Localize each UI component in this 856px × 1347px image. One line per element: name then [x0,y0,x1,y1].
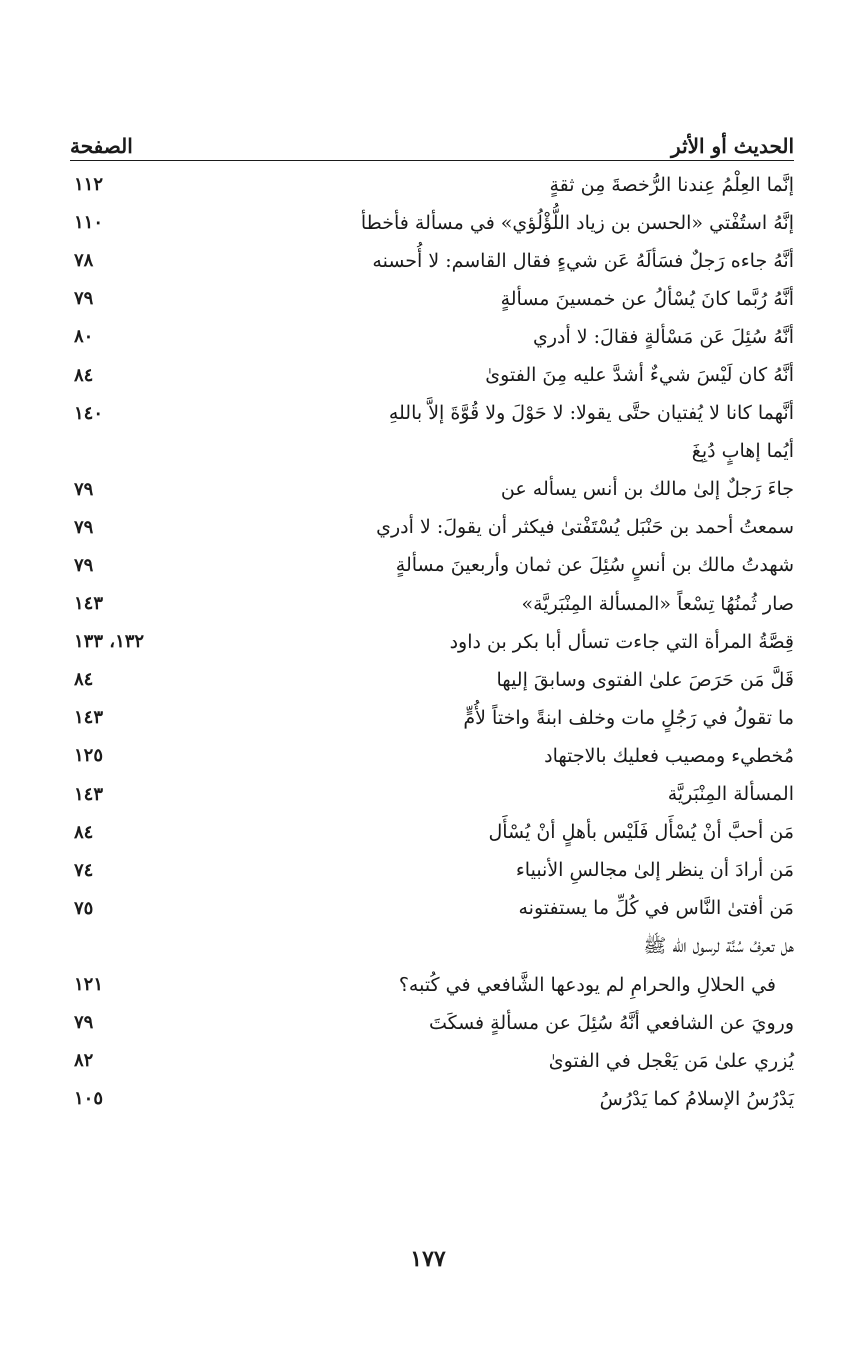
index-row [70,547,794,585]
index-row [70,166,794,204]
index-entry-text: مَن أرادَ أن ينظر إلىٰ مجالسِ الأنبياء [515,859,794,882]
index-row [70,433,794,471]
index-row [70,623,794,661]
index-row [70,356,794,394]
index-row [70,890,794,928]
index-entry-text: قَلَّ مَن حَرَصَ علىٰ الفتوى وسابقَ إليها [496,668,794,691]
index-entry-text: أنَّهُ كان لَيْسَ شيءٌ أشدَّ عليه مِنَ الفتوىٰ [485,364,794,387]
index-entry-text: قِصَّةُ المرأة التي جاءت تسأل أبا بكر بن داود [449,630,794,653]
index-entry-text: مَن أفتىٰ النَّاس في كُلِّ ما يستفتونه [518,897,794,920]
index-row [70,966,794,1004]
index-row [70,737,794,775]
index-entry-page: ٧٤ [74,859,94,881]
index-entry-page: ١٢١ [74,974,104,996]
index-entry-page: ١٣٢، ١٣٣ [74,631,145,653]
index-entry-page: ٨٤ [74,364,94,386]
index-entry-page: ٧٩ [74,288,94,310]
index-entry-page: ٧٩ [74,478,94,500]
index-list [70,166,794,1118]
index-entry-text: إنَّما العِلْمُ عِندنا الرُّخصةَ مِن ثقةٍ [549,173,794,196]
index-entry-page: ٨٢ [74,1050,94,1072]
index-entry-text: ما تقولُ في رَجُلٍ مات وخلف ابنةً واختاً لأُمٍّ [463,706,794,729]
column-title-page: الصفحة [70,134,133,158]
index-entry-text: المسألة المِنْبَريَّة [667,783,794,806]
index-row [70,661,794,699]
index-entry-text: أنَّهُ جاءه رَجلٌ فسَألَهُ عَن شيءٍ فقال القاسم: لا أُحسنه [372,249,794,272]
index-entry-page: ٧٩ [74,1012,94,1034]
index-entry-page: ١١٢ [74,174,104,196]
column-title-hadith: الحديث أو الأثر [671,134,794,158]
index-row [70,395,794,433]
index-entry-text: أنَّهُ رُبَّما كانَ يُسْألُ عن خمسينَ مسألةٍ [500,287,794,310]
index-entry-text: أنَّهُ سُئِلَ عَن مَسْألةٍ فقالَ: لا أدري [532,325,794,348]
index-entry-text: صار ثُمنُهُا تِسْعاً «المسألة المِنْبَريَّة» [521,592,794,615]
index-entry-page: ١٠٥ [74,1088,104,1110]
index-entry-text: إنَّهُ استُفْتي «الحسن بن زياد اللُّؤْلُؤي» في مسألة فأخطأ [360,211,794,234]
index-entry-text: يُزري علىٰ مَن يَعْجل في الفتوىٰ [548,1049,794,1072]
index-entry-page: ٧٨ [74,250,94,272]
index-entry-page: ٨٤ [74,821,94,843]
index-entry-page: ١٤٠ [74,402,104,424]
index-entry-page: ١٤٣ [74,783,104,805]
index-entry-page: ١١٠ [74,212,104,234]
index-row [70,814,794,852]
index-row [70,280,794,318]
table-header [70,124,794,158]
index-row [70,471,794,509]
index-entry-text: مُخطيء ومصيب فعليك بالاجتهاد [544,744,794,767]
page-number: ١٧٧ [410,1246,446,1272]
index-row [70,1042,794,1080]
index-row [70,509,794,547]
index-entry-text: مَن أحبَّ أنْ يُسْأَل فَلَيْس بأهلٍ أنْ يُسْأَل [488,821,794,844]
index-row [70,204,794,242]
index-row [70,585,794,623]
index-entry-text: هل تعرفُ سُنَّة لرسول الله ﷺ [643,935,794,958]
index-entry-text: سمعتُ أحمد بن حَنْبَل يُسْتَفْتىٰ فيكثر أن يقولَ: لا أدري [376,516,794,539]
index-entry-text: أيُما إهابٍ دُبِغَ [691,440,794,463]
index-entry-text: أنَّهما كانا لا يُفتيان حتَّى يقولا: لا حَوْلَ ولا قُوَّةَ إلاَّ باللهِ [388,402,794,425]
index-entry-page: ٨٠ [74,326,94,348]
index-row [70,776,794,814]
index-row [70,1004,794,1042]
index-entry-page: ٧٩ [74,554,94,576]
index-row [70,852,794,890]
index-entry-page: ٧٥ [74,897,94,919]
index-entry-page: ٨٤ [74,669,94,691]
index-entry-page: ١٢٥ [74,745,104,767]
index-entry-page: ٧٩ [74,516,94,538]
index-row [70,242,794,280]
index-row [70,928,794,966]
index-entry-page: ١٤٣ [74,593,104,615]
index-entry-text: في الحلالِ والحرامِ لم يودعها الشَّافعي في كُتبه؟ [398,973,776,996]
header-rule [70,160,794,161]
index-entry-text: شهدتُ مالك بن أنسٍ سُئِلَ عن ثمان وأربعينَ مسألةٍ [395,554,794,577]
index-entry-page: ١٤٣ [74,707,104,729]
index-row [70,699,794,737]
index-row [70,318,794,356]
index-row [70,1080,794,1118]
index-entry-text: جاءَ رَجلٌ إلىٰ مالك بن أنس يسأله عن [500,478,794,501]
index-entry-text: يَدْرُسُ الإسلامُ كما يَدْرُسُ [599,1087,794,1110]
index-entry-text: ورويَ عن الشافعي أنَّهُ سُئِلَ عن مسألةٍ فسكَتَ [428,1011,794,1034]
